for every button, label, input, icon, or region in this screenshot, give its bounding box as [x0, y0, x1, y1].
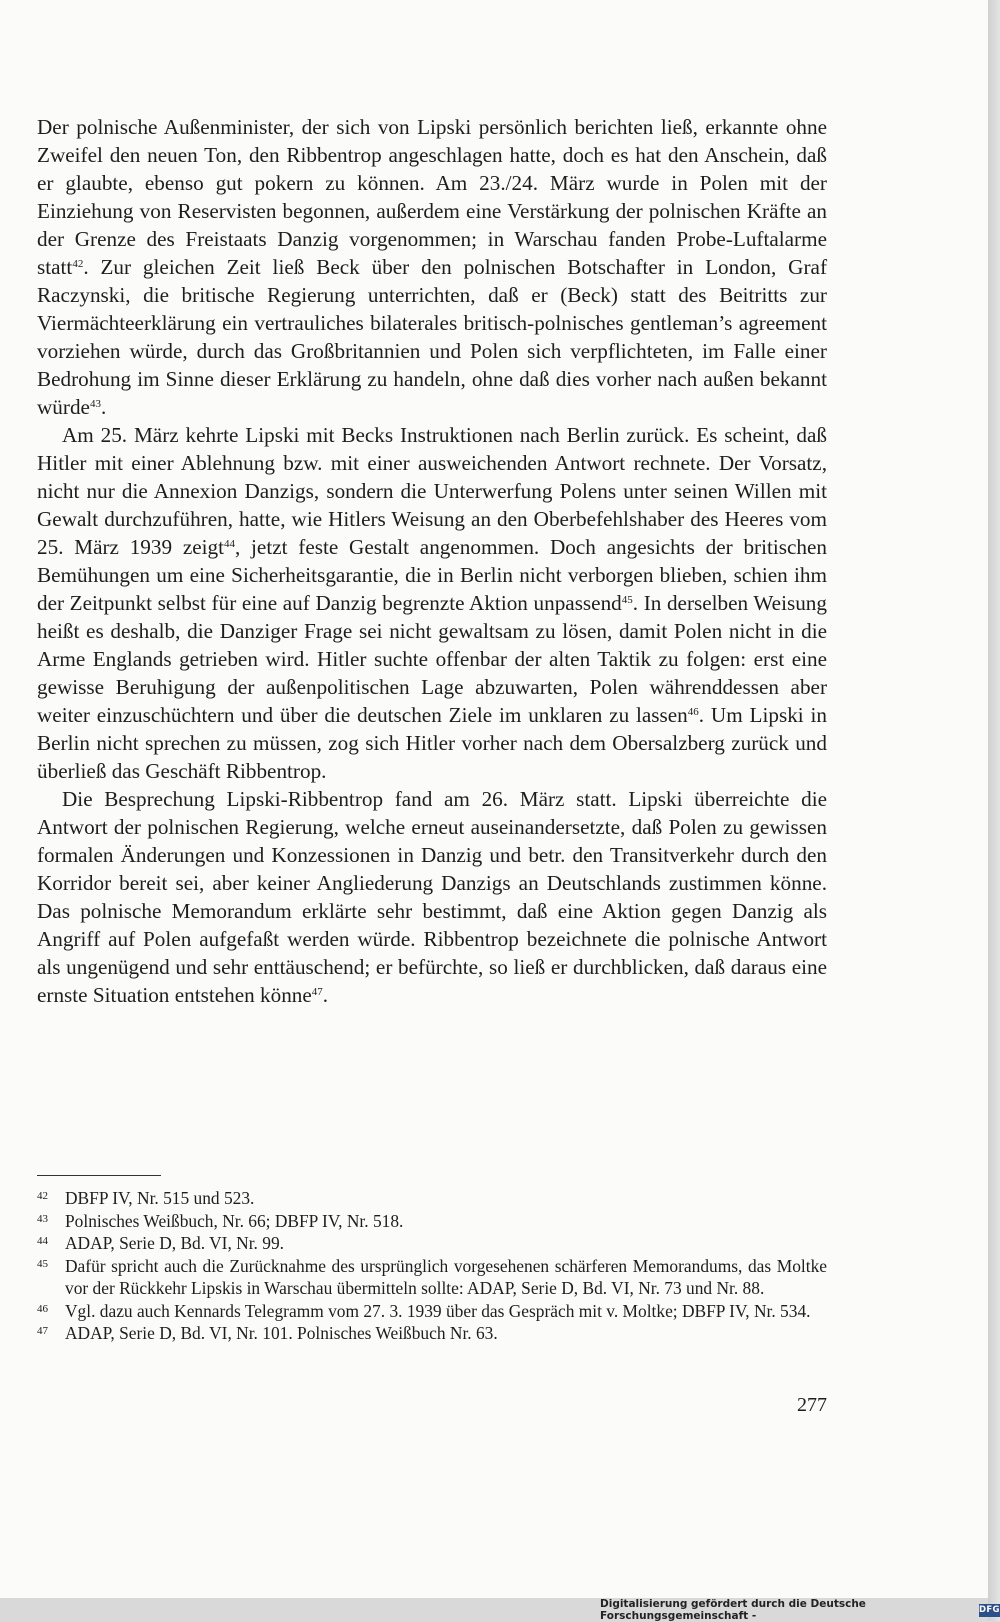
dfg-credit-footer: [600, 1598, 1000, 1622]
footnote-number: 46: [37, 1302, 48, 1315]
paragraph-1-text-b: . Zur gleichen Zeit ließ Beck über den polnischen Botschafter in London, Graf Raczynski, die britische Regierung unterrichten, daß er (Beck) statt des Beitritts zur Viermächteerklärung ein vertrauliches bilaterales britisch-polnisches gentleman’s agreement vorziehen würde, durch das Großbritannien und Polen sich verpflichteten, im Falle einer Bedrohung im Sinne dieser Erklärung zu handeln, ohne daß dies vorher nach außen bekannt würde: [37, 255, 827, 419]
footnote-ref-44[interactable]: 44: [224, 538, 235, 550]
paragraph-3-text-a: Die Besprechung Lipski-Ribbentrop fand am 26. März statt. Lipski überreichte die Antwort der polnischen Regierung, welche erneut auseinandersetzte, daß Polen zu gewissen formalen Änderungen und Konzessionen in Danzig und betr. den Transitverkehr durch den Korridor bereit sei, aber keiner Angliederung Danzigs an Deutschlands zustimmen könne. Das polnische Memorandum erklärte sehr bestimmt, daß eine Aktion gegen Danzig als Angriff auf Polen aufgefaßt werden würde. Ribbentrop bezeichnete die polnische Antwort als ungenügend und sehr enttäuschend; er befürchte, so ließ er durchblicken, daß daraus eine ernste Situation entstehen könne: [37, 787, 827, 1007]
footnotes: [37, 1187, 827, 1345]
footnote-text: ADAP, Serie D, Bd. VI, Nr. 99.: [65, 1233, 284, 1253]
footnote-text: Dafür spricht auch die Zurücknahme des ursprünglich vorgesehenen schärferen Memorandums, das Moltke vor der Rückkehr Lipskis in Warschau übermitteln sollte: ADAP, Serie D, Bd. VI, Nr. 73 und Nr. 88.: [65, 1255, 827, 1298]
footnote-42: [37, 1187, 827, 1210]
footnote-47: [37, 1322, 827, 1345]
footnote-ref-45[interactable]: 45: [621, 594, 633, 606]
footnote-number: 47: [37, 1325, 48, 1337]
footnote-number: 43: [37, 1212, 48, 1225]
footnote-number: 45: [37, 1257, 48, 1270]
paragraph-2: [37, 421, 827, 785]
body-text: [37, 113, 827, 1009]
paragraph-3: [37, 785, 827, 1009]
footnote-text: Polnisches Weißbuch, Nr. 66; DBFP IV, Nr. 518.: [65, 1210, 404, 1231]
footnote-46: [37, 1300, 827, 1323]
paragraph-3-text-b: .: [322, 983, 329, 1007]
footnote-number: 42: [37, 1190, 48, 1202]
dfg-logo[interactable]: DFG: [979, 1605, 1000, 1615]
paragraph-1-text-a: Der polnische Außenminister, der sich von Lipski persönlich berichten ließ, erkannte ohne Zweifel den neuen Ton, den Ribbentrop angeschlagen hatte, doch es hat den Anschein, daß er glaubte, ebenso gut pokern zu können. Am 23./24. März wurde in Polen mit der Einziehung von Reservisten begonnen, außerdem eine Verstärkung der polnischen Kräfte an der Grenze des Freistaats Danzig vorgenommen; in Warschau fanden Probe-Luftalarme statt: [37, 115, 827, 279]
paragraph-2-text-a: Am 25. März kehrte Lipski mit Becks Instruktionen nach Berlin zurück. Es scheint, daß Hitler mit einer Ablehnung bzw. mit einer ausweichenden Antwort rechnete. Der Vorsatz, nicht nur die Annexion Danzigs, sondern die Unterwerfung Polens unter seinen Willen mit Gewalt durchzuführen, hatte, wie Hitlers Weisung an den Oberbefehlshaber des Heeres vom 25. März 1939 zeigt: [37, 423, 827, 559]
footnote-text: ADAP, Serie D, Bd. VI, Nr. 101. Polnisches Weißbuch Nr. 63.: [65, 1323, 498, 1343]
footnote-45: [37, 1255, 827, 1300]
footnote-text: Vgl. dazu auch Kennards Telegramm vom 27. 3. 1939 über das Gespräch mit v. Moltke; DBFP IV, Nr. 534.: [65, 1300, 811, 1321]
footnote-ref-43[interactable]: 43: [89, 398, 101, 410]
paragraph-1: [37, 113, 827, 421]
footnote-44: [37, 1232, 827, 1255]
paragraph-1-text-c: .: [100, 395, 107, 419]
page-number: 277: [797, 1394, 827, 1416]
footnote-ref-42[interactable]: 42: [72, 258, 84, 270]
footnote-divider: [37, 1175, 161, 1176]
scan-edge-shadow: [988, 0, 1000, 1621]
paragraph-2-text-c: . In derselben Weisung heißt es deshalb, die Danziger Frage sei nicht gewaltsam zu lösen, damit Polen nicht in die Arme Englands getrieben wird. Hitler suchte offenbar der alten Taktik zu folgen: erst eine gewisse Beruhigung der außenpolitischen Lage abzuwarten, Polen währenddessen aber weiter einzuschüchtern und über die deutschen Ziele im unklaren zu lassen: [37, 591, 827, 727]
footnote-text: DBFP IV, Nr. 515 und 523.: [65, 1188, 255, 1208]
footnote-number: 44: [37, 1235, 48, 1247]
footnote-ref-46[interactable]: 46: [687, 706, 699, 718]
paragraph-2-text-b: , jetzt feste Gestalt angenommen. Doch angesichts der britischen Bemühungen um eine Sicherheitsgarantie, die in Berlin nicht verborgen blieben, schien ihm der Zeitpunkt selbst für eine auf Danzig begrenzte Aktion unpassend: [37, 535, 827, 615]
dfg-credit-text: Digitalisierung gefördert durch die Deutsche Forschungsgemeinschaft -: [600, 1598, 866, 1622]
paragraph-2-text-d: . Um Lipski in Berlin nicht sprechen zu müssen, zog sich Hitler vorher nach dem Obersalzberg zurück und überließ das Geschäft Ribbentrop.: [37, 703, 827, 783]
footnote-43: [37, 1210, 827, 1233]
footnote-ref-47[interactable]: 47: [311, 986, 323, 998]
